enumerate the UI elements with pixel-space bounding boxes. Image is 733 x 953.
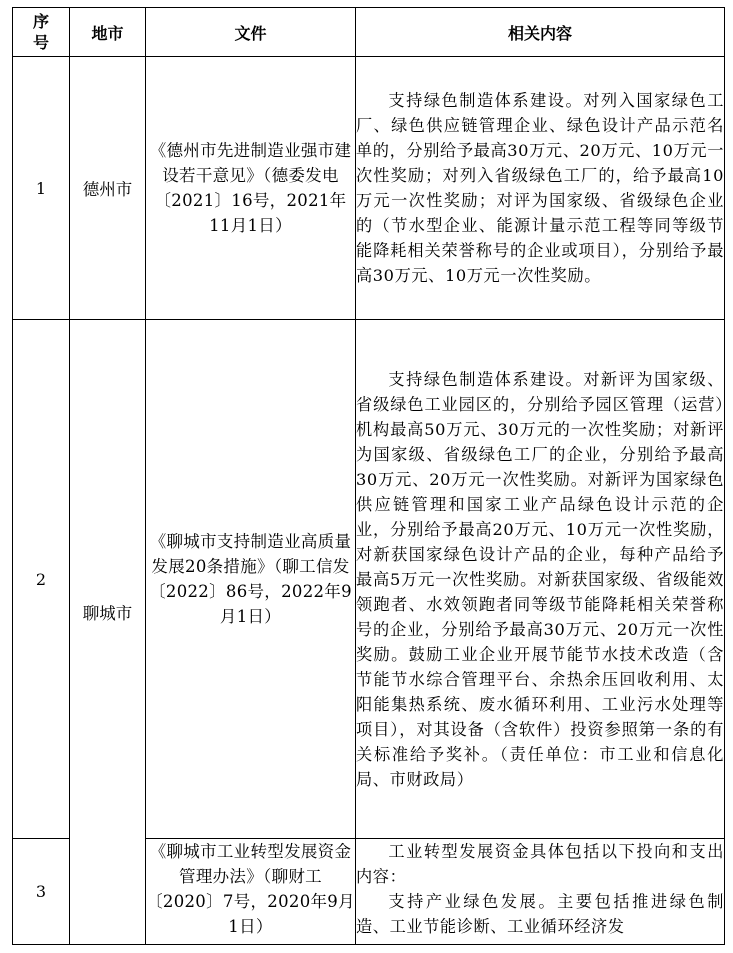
row-index: 3 bbox=[13, 839, 70, 945]
row-content: 支持绿色制造体系建设。对列入国家绿色工厂、绿色供应链管理企业、绿色设计产品示范名单的，分别给予最高30万元、20万元、10万元一次性奖励；对列入省级绿色工厂的，给予最高10万元一次性奖励；对评为国家级、省级绿色企业的（节水型企业、能源计量示范工程等同等级节能降耗相关荣誉称号的企业或项目），分别给予最高30万元、10万元一次性奖励。 bbox=[356, 57, 725, 320]
row-document: 《德州市先进制造业强市建设若干意见》（德委发电〔2021〕16号，2021年11月1日） bbox=[146, 57, 356, 320]
content-item: 支持产业绿色发展。主要包括推进绿色制造、工业节能诊断、工业循环经济发 bbox=[356, 892, 724, 936]
row-index: 1 bbox=[13, 57, 70, 320]
row-city: 德州市 bbox=[70, 57, 146, 320]
row-document: 《聊城市支持制造业高质量发展20条措施》（聊工信发〔2022〕86号，2022年9月1日） bbox=[146, 320, 356, 839]
policy-table bbox=[12, 7, 725, 945]
table-row bbox=[13, 57, 725, 320]
header-city: 地市 bbox=[70, 8, 146, 57]
header-row bbox=[13, 8, 725, 57]
row-city: 聊城市 bbox=[70, 320, 146, 945]
table-row bbox=[13, 320, 725, 839]
header-content: 相关内容 bbox=[356, 8, 725, 57]
row-document: 《聊城市工业转型发展资金管理办法》（聊财工〔2020〕7号，2020年9月1日） bbox=[146, 839, 356, 945]
content-intro: 工业转型发展资金具体包括以下投向和支出内容： bbox=[356, 842, 724, 886]
header-document: 文件 bbox=[146, 8, 356, 57]
row-content bbox=[356, 839, 725, 945]
row-content: 支持绿色制造体系建设。对新评为国家级、省级绿色工业园区的，分别给予园区管理（运营）机构最高50万元、30万元的一次性奖励；对新评为国家级、省级绿色工厂的企业，分别给予最高30万元、20万元一次性奖励。对新评为国家绿色供应链管理和国家工业产品绿色设计示范的企业，分别给予最高20万元、10万元一次性奖励，对新获国家绿色设计产品的企业，每种产品给予最高5万元一次性奖励。对新获国家级、省级能效领跑者、水效领跑者同等级节能降耗相关荣誉称号的企业，分别给予最高30万元、20万元一次性奖励。鼓励工业企业开展节能节水技术改造（含节能节水综合管理平台、余热余压回收利用、太阳能集热系统、废水循环利用、工业污水处理等项目），对其设备（含软件）投资参照第一条的有关标准给予奖补。（责任单位：市工业和信息化局、市财政局） bbox=[356, 320, 725, 839]
header-index: 序号 bbox=[13, 8, 70, 57]
row-index: 2 bbox=[13, 320, 70, 839]
